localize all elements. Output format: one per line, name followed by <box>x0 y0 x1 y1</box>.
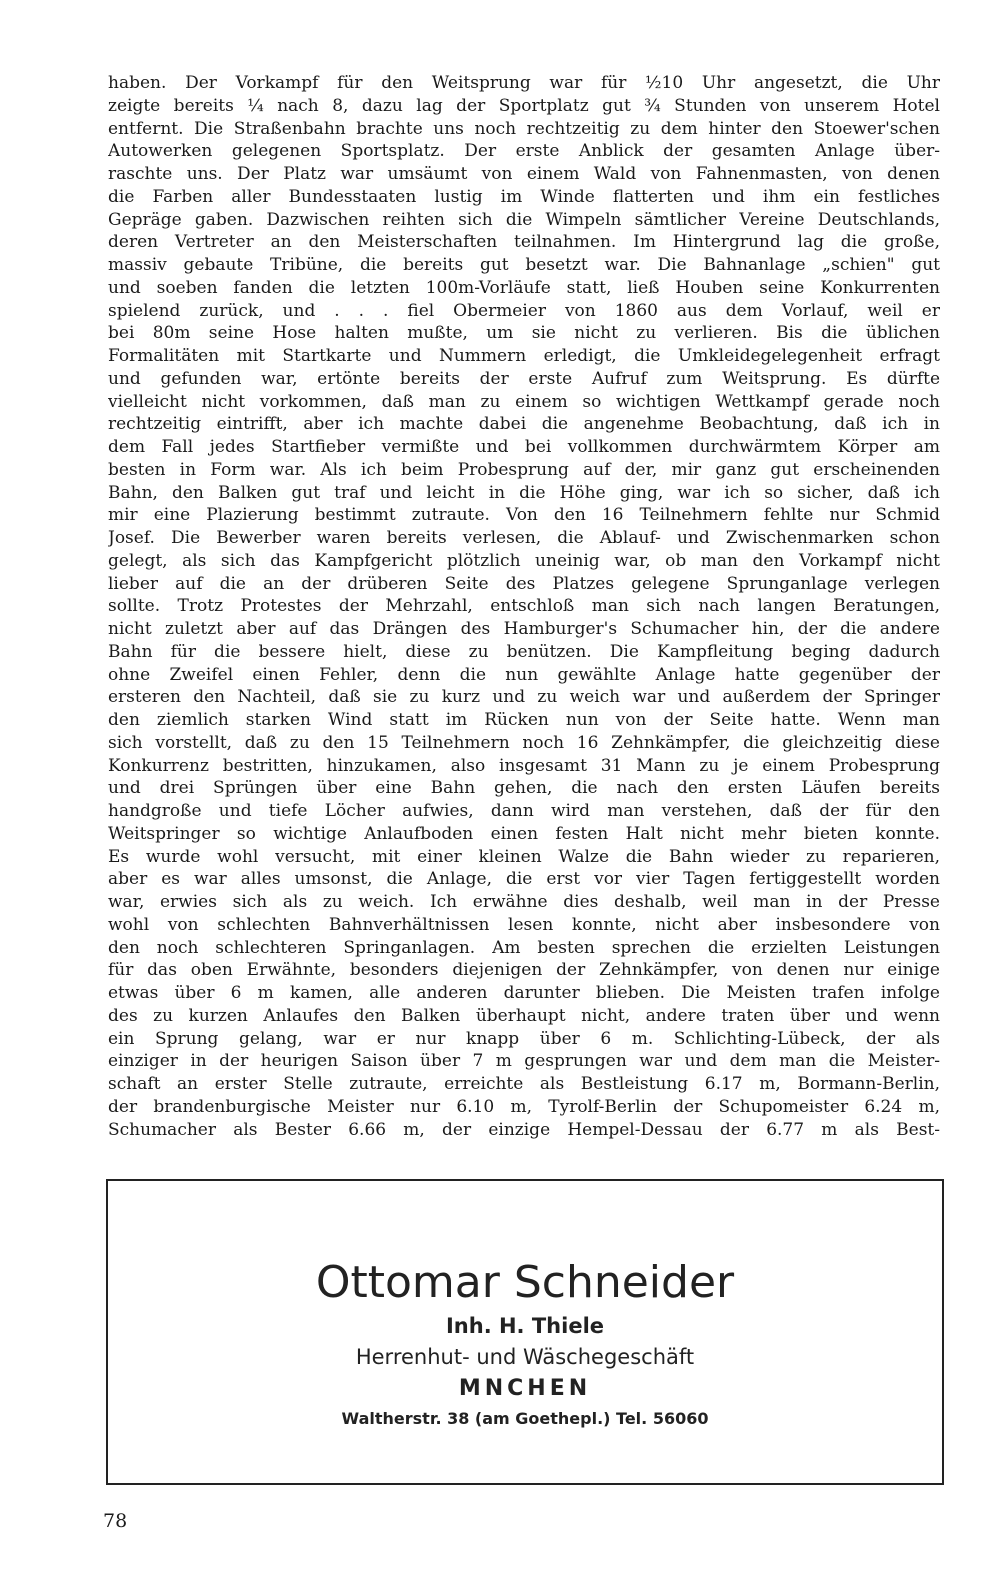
text-line: wohl von schlechten Bahnverhältnissen lesen konnte, nicht aber insbesondere von <box>108 914 940 935</box>
text-line: ein Sprung gelang, war er nur knapp über 6 m. Schlichting-Lübeck, der als <box>108 1028 940 1049</box>
text-line: der brandenburgische Meister nur 6.10 m, Tyrolf-Berlin der Schupomeister 6.24 m, <box>108 1096 940 1117</box>
text-line: spielend zurück, und . . . fiel Obermeier von 1860 aus dem Vorlauf, weil er <box>108 300 940 321</box>
text-line: Formalitäten mit Startkarte und Nummern erledigt, die Umkleidegelegenheit erfragt <box>108 346 940 366</box>
text-line: Autowerken gelegenen Sportsplatz. Der erste Anblick der gesamten Anlage über- <box>108 141 940 162</box>
text-line: einziger in der heurigen Saison über 7 m gesprungen war und dem man die Meister- <box>108 1051 940 1072</box>
ad-city: MNCHEN <box>458 1376 592 1401</box>
ad-address: Waltherstr. 38 (am Goethepl.) Tel. 56060 <box>341 1409 709 1428</box>
article-body <box>108 72 940 1141</box>
text-line: war, erwies sich als zu weich. Ich erwähne dies deshalb, weil man in der Presse <box>108 892 940 912</box>
text-line: Schumacher als Bester 6.66 m, der einzige Hempel-Dessau der 6.77 m als Best- <box>108 1119 940 1140</box>
text-line: Konkurrenz bestritten, hinzukamen, also insgesamt 31 Mann zu je einem Probesprung <box>108 755 940 776</box>
text-line: Es wurde wohl versucht, mit einer kleinen Walze die Bahn wieder zu reparieren, <box>108 846 940 867</box>
text-line: schaft an erster Stelle zutraute, erreichte als Bestleistung 6.17 m, Bormann-Berlin, <box>108 1074 940 1094</box>
text-line: gelegt, als sich das Kampfgericht plötzlich uneinig war, ob man den Vorkampf nicht <box>108 550 940 571</box>
text-line: raschte uns. Der Platz war umsäumt von einem Wald von Fahnenmasten, von denen <box>108 164 940 184</box>
text-line: für das oben Erwähnte, besonders diejenigen der Zehnkämpfer, von denen nur einige <box>108 960 940 981</box>
text-line: den noch schlechteren Springanlagen. Am besten sprechen die erzielten Leistungen <box>108 937 940 958</box>
text-line: deren Vertreter an den Meisterschaften teilnahmen. Im Hintergrund lag die große, <box>108 232 940 253</box>
text-line: Josef. Die Bewerber waren bereits verlesen, die Ablauf- und Zwischenmarken schon <box>108 528 940 548</box>
text-line: dem Fall jedes Startfieber vermißte und bei vollkommen durchwärmtem Körper am <box>108 437 940 457</box>
text-line: und soeben fanden die letzten 100m-Vorläufe statt, ließ Houben seine Konkurrenten <box>108 277 940 298</box>
text-line: vielleicht nicht vorkommen, daß man zu einem so wichtigen Wettkampf gerade noch <box>108 391 940 412</box>
text-line: die Farben aller Bundesstaaten lustig im Winde flatterten und ihm ein festliches <box>108 186 940 207</box>
text-line: handgroße und tiefe Löcher aufwies, dann wird man verstehen, daß der für den <box>108 801 940 821</box>
text-line: Weitspringer so wichtige Anlaufboden einen festen Halt nicht mehr bieten konnte. <box>108 823 940 844</box>
text-line: sollte. Trotz Protestes der Mehrzahl, entschloß man sich nach langen Beratungen, <box>108 596 940 617</box>
text-line: lieber auf die an der drüberen Seite des Platzes gelegene Sprunganlage verlegen <box>108 573 940 594</box>
text-line: etwas über 6 m kamen, alle anderen darunter blieben. Die Meisten trafen infolge <box>108 983 940 1003</box>
text-line: ohne Zweifel einen Fehler, denn die nun gewählte Anlage hatte gegenüber der <box>108 664 940 685</box>
text-line: mir eine Plazierung bestimmt zutraute. Von den 16 Teilnehmern fehlte nur Schmid <box>108 505 940 526</box>
advertisement-box <box>106 1179 944 1485</box>
page-number: 78 <box>103 1510 128 1532</box>
text-line: zeigte bereits ¼ nach 8, dazu lag der Sportplatz gut ¾ Stunden von unserem Hotel <box>108 95 940 116</box>
ad-company-name: Ottomar Schneider <box>315 1257 735 1308</box>
text-line: ersteren den Nachteil, daß sie zu kurz und zu weich war und außerdem der Springer <box>108 687 940 708</box>
text-line: sich vorstellt, daß zu den 15 Teilnehmern noch 16 Zehnkämpfer, die gleichzeitig diese <box>108 732 940 753</box>
text-line: Gepräge gaben. Dazwischen reihten sich die Wimpeln sämtlicher Vereine Deutschlands, <box>108 209 940 230</box>
text-line: Bahn für die bessere hielt, diese zu benützen. Die Kampfleitung beging dadurch <box>108 641 940 662</box>
text-line: bei 80m seine Hose halten mußte, um sie nicht zu verlieren. Bis die üblichen <box>108 323 940 344</box>
ad-owner: Inh. H. Thiele <box>445 1314 605 1338</box>
text-line: den ziemlich starken Wind statt im Rücken nun von der Seite hatte. Wenn man <box>108 710 940 730</box>
text-line: nicht zuletzt aber auf das Drängen des Hamburger's Schumacher hin, der die andere <box>108 619 940 639</box>
text-line: massiv gebaute Tribüne, die bereits gut besetzt war. Die Bahnanlage „schien" gut <box>108 255 940 275</box>
text-line: haben. Der Vorkampf für den Weitsprung war für ½10 Uhr angesetzt, die Uhr <box>108 73 940 93</box>
text-line: rechtzeitig eintrifft, aber ich machte dabei die angenehme Beobachtung, daß ich in <box>108 414 940 435</box>
text-line: entfernt. Die Straßenbahn brachte uns noch rechtzeitig zu dem hinter den Stoewer'schen <box>108 118 940 139</box>
text-line: und gefunden war, ertönte bereits der erste Aufruf zum Weitsprung. Es dürfte <box>108 368 940 389</box>
text-line: besten in Form war. Als ich beim Probesprung auf der, mir ganz gut erscheinenden <box>108 459 940 480</box>
text-line: aber es war alles umsonst, die Anlage, die erst vor vier Tagen fertiggestellt worden <box>108 869 940 890</box>
text-line: und drei Sprüngen über eine Bahn gehen, die nach den ersten Läufen bereits <box>108 778 940 799</box>
ad-shop-type: Herrenhut- und Wäschegeschäft <box>355 1345 695 1369</box>
text-line: des zu kurzen Anlaufes den Balken überhaupt nicht, andere traten über und wenn <box>108 1005 940 1026</box>
text-line: Bahn, den Balken gut traf und leicht in die Höhe ging, war ich so sicher, daß ich <box>108 482 940 503</box>
